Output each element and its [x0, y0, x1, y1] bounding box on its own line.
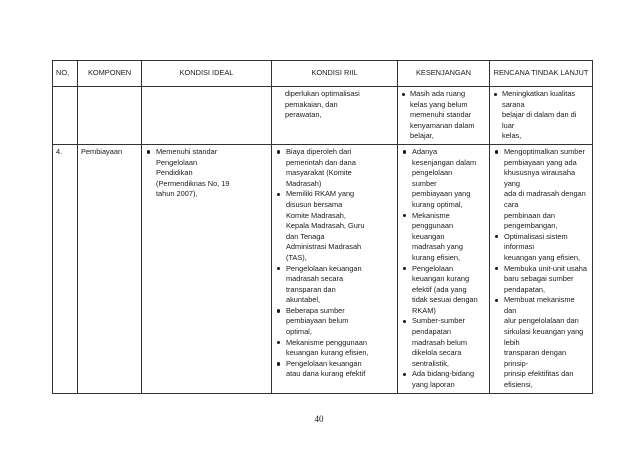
header-kondisi-riil: KONDISI RIIL	[272, 61, 398, 87]
cell-ideal-empty	[142, 87, 272, 145]
text-line: pemakaian, dan	[285, 99, 338, 109]
text-line: akuntabel,	[286, 295, 321, 305]
cell-kondisi-riil	[272, 144, 398, 393]
text-line: Pengelolaan keuangan	[286, 358, 362, 368]
list-item	[145, 147, 268, 200]
list-item	[401, 147, 486, 211]
text-line: Memiliki RKAM yang	[286, 189, 355, 199]
list-item	[493, 147, 589, 232]
document-table	[52, 60, 593, 394]
text-line: sumber	[412, 178, 437, 188]
text-line: Kepala Madrasah, Guru	[286, 221, 365, 231]
text-line: Administrasi Madrasah	[286, 242, 362, 252]
text-line: khususnya wirausaha yang	[504, 168, 576, 188]
text-line: masyarakat (Komite	[286, 168, 352, 178]
text-line: pendapatan,	[504, 284, 546, 294]
text-line: Membuka unit-unit usaha	[504, 263, 587, 273]
text-line: tidak sesuai dengan	[412, 295, 478, 305]
text-line: Membuat mekanisme dan	[504, 295, 575, 315]
text-line: madrasah belum	[412, 337, 468, 347]
list-item	[493, 295, 589, 390]
text-line: kelas yang belum	[410, 99, 468, 109]
text-line: efisiensi,	[504, 380, 533, 390]
list-item	[401, 316, 486, 369]
list-item	[401, 369, 486, 390]
header-rencana: RENCANA TINDAK LANJUT	[490, 61, 593, 87]
text-line: pembiayaan belum	[286, 316, 349, 326]
text-line: dan Tenaga	[286, 231, 325, 241]
text-line: Memenuhi standar	[156, 146, 218, 156]
text-line: Biaya diperoleh dari	[286, 146, 352, 156]
text-line: pendapatan	[412, 327, 452, 337]
text-line: dikelola secara	[412, 348, 462, 358]
cell-no-empty	[53, 87, 78, 145]
text-line: Ada bidang-bidang	[412, 369, 475, 379]
text-line: pembinaan dan	[504, 210, 555, 220]
cell-no: 4.	[53, 144, 78, 393]
text-line: keuangan kurang	[412, 274, 470, 284]
cell-kondisi-ideal	[142, 144, 272, 393]
text-line: (Permendiknas No, 19	[156, 178, 230, 188]
list-item	[275, 338, 394, 359]
header-komponen: KOMPONEN	[78, 61, 142, 87]
text-line: Mekanisme penggunaan	[286, 337, 367, 347]
text-line: keuangan	[412, 231, 445, 241]
text-line: alur pengelolalaan dan	[504, 316, 579, 326]
text-line: pengembangan,	[504, 221, 558, 231]
text-line: pengelolaan	[412, 168, 453, 178]
text-line: keuangan kurang efisien,	[286, 348, 369, 358]
text-line: madrasah secara	[286, 274, 344, 284]
text-line: Optimalisasi sistem informasi	[504, 231, 568, 252]
text-line: RKAM)	[412, 305, 436, 315]
table-row-continued	[53, 87, 593, 145]
list-item	[275, 264, 394, 306]
text-line: sirkulasi keuangan yang lebih	[504, 327, 584, 347]
cell-komponen: Pembiayaan	[78, 144, 142, 393]
list-item	[401, 264, 486, 317]
text-line: memenuhi standar	[410, 110, 472, 120]
cell-rencana-continued	[490, 87, 593, 145]
list-item	[275, 147, 394, 189]
list-item	[493, 232, 589, 264]
text-line: kurang optimal,	[412, 199, 463, 209]
text-line: (TAS),	[286, 252, 307, 262]
text-line: kesenjangan dalam	[412, 157, 477, 167]
bullet-list	[493, 147, 589, 391]
text-line: pemerintah dan dana	[286, 157, 356, 167]
list-item	[275, 306, 394, 338]
text-line: Pengelolaan	[156, 157, 198, 167]
text-line: disusun bersama	[286, 199, 343, 209]
text-line: keuangan yang efisien,	[504, 252, 581, 262]
text-line: kurang efisien,	[412, 252, 461, 262]
header-no: NO,	[53, 61, 78, 87]
cell-kesenjangan	[398, 144, 490, 393]
text-line: yang laporan	[412, 380, 455, 390]
text-line: belajar,	[410, 131, 434, 141]
text-line: optimal,	[286, 327, 312, 337]
text-line: prinsip efektifitas dan	[504, 369, 574, 379]
bullet-list	[401, 147, 486, 391]
text-line: Masih ada ruang	[410, 89, 466, 98]
text-line: Pengelolaan keuangan	[286, 263, 362, 273]
cell-riil-continued	[272, 87, 398, 145]
text-line: Mekanisme	[412, 210, 450, 220]
text-line: diperlukan optimalisasi	[285, 89, 360, 98]
text-line: transparan dengan prinsip-	[504, 348, 567, 368]
table-row-pembiayaan	[53, 144, 593, 393]
bullet-list	[145, 147, 268, 200]
list-item	[275, 359, 394, 380]
text-line: pembiayaan yang	[412, 189, 471, 199]
text-line: penggunaan	[412, 221, 454, 231]
table-header-row	[53, 61, 593, 87]
text-line: Madrasah)	[286, 178, 322, 188]
header-kondisi-ideal: KONDISI IDEAL	[142, 61, 272, 87]
bullet-list	[401, 89, 486, 142]
list-item	[275, 189, 394, 263]
header-kesenjangan: KESENJANGAN	[398, 61, 490, 87]
text-line: ada di madrasah dengan cara	[504, 189, 586, 209]
list-item	[401, 211, 486, 264]
text-line: baru sebagai sumber	[504, 274, 574, 284]
text-line: Beberapa sumber	[286, 305, 345, 315]
text-line: sentralistik,	[412, 358, 449, 368]
text-line: Komite Madrasah,	[286, 210, 346, 220]
cell-komponen-empty	[78, 87, 142, 145]
list-item	[493, 264, 589, 296]
text-line: belajar di dalam dan di luar	[502, 110, 577, 130]
bullet-list	[275, 147, 394, 380]
text-line: madrasah yang	[412, 242, 463, 252]
list-item	[493, 89, 589, 142]
text-line: Meningkatkan kualitas sarana	[502, 89, 576, 109]
text-line: kenyamanan dalam	[410, 120, 475, 130]
bullet-list	[493, 89, 589, 142]
text-line: pembiayaan yang ada	[504, 157, 577, 167]
text-line: Pengelolaan	[412, 263, 454, 273]
text-line: atau dana kurang efektif	[286, 369, 366, 379]
text-line: Adanya	[412, 146, 438, 156]
text-line: kelas,	[502, 131, 522, 141]
text-line: Pendidikan	[156, 168, 193, 178]
list-item	[401, 89, 486, 142]
text-line: perawatan,	[285, 110, 322, 120]
page-number: 40	[314, 414, 324, 424]
text-line: Sumber-sumber	[412, 316, 465, 326]
cell-kesenjangan-continued	[398, 87, 490, 145]
cell-rencana	[490, 144, 593, 393]
text-line: transparan dan	[286, 284, 336, 294]
text-line: efektif (ada yang	[412, 284, 467, 294]
text-line: Mengoptimalkan sumber	[504, 146, 585, 156]
text-line: tahun 2007),	[156, 189, 198, 199]
